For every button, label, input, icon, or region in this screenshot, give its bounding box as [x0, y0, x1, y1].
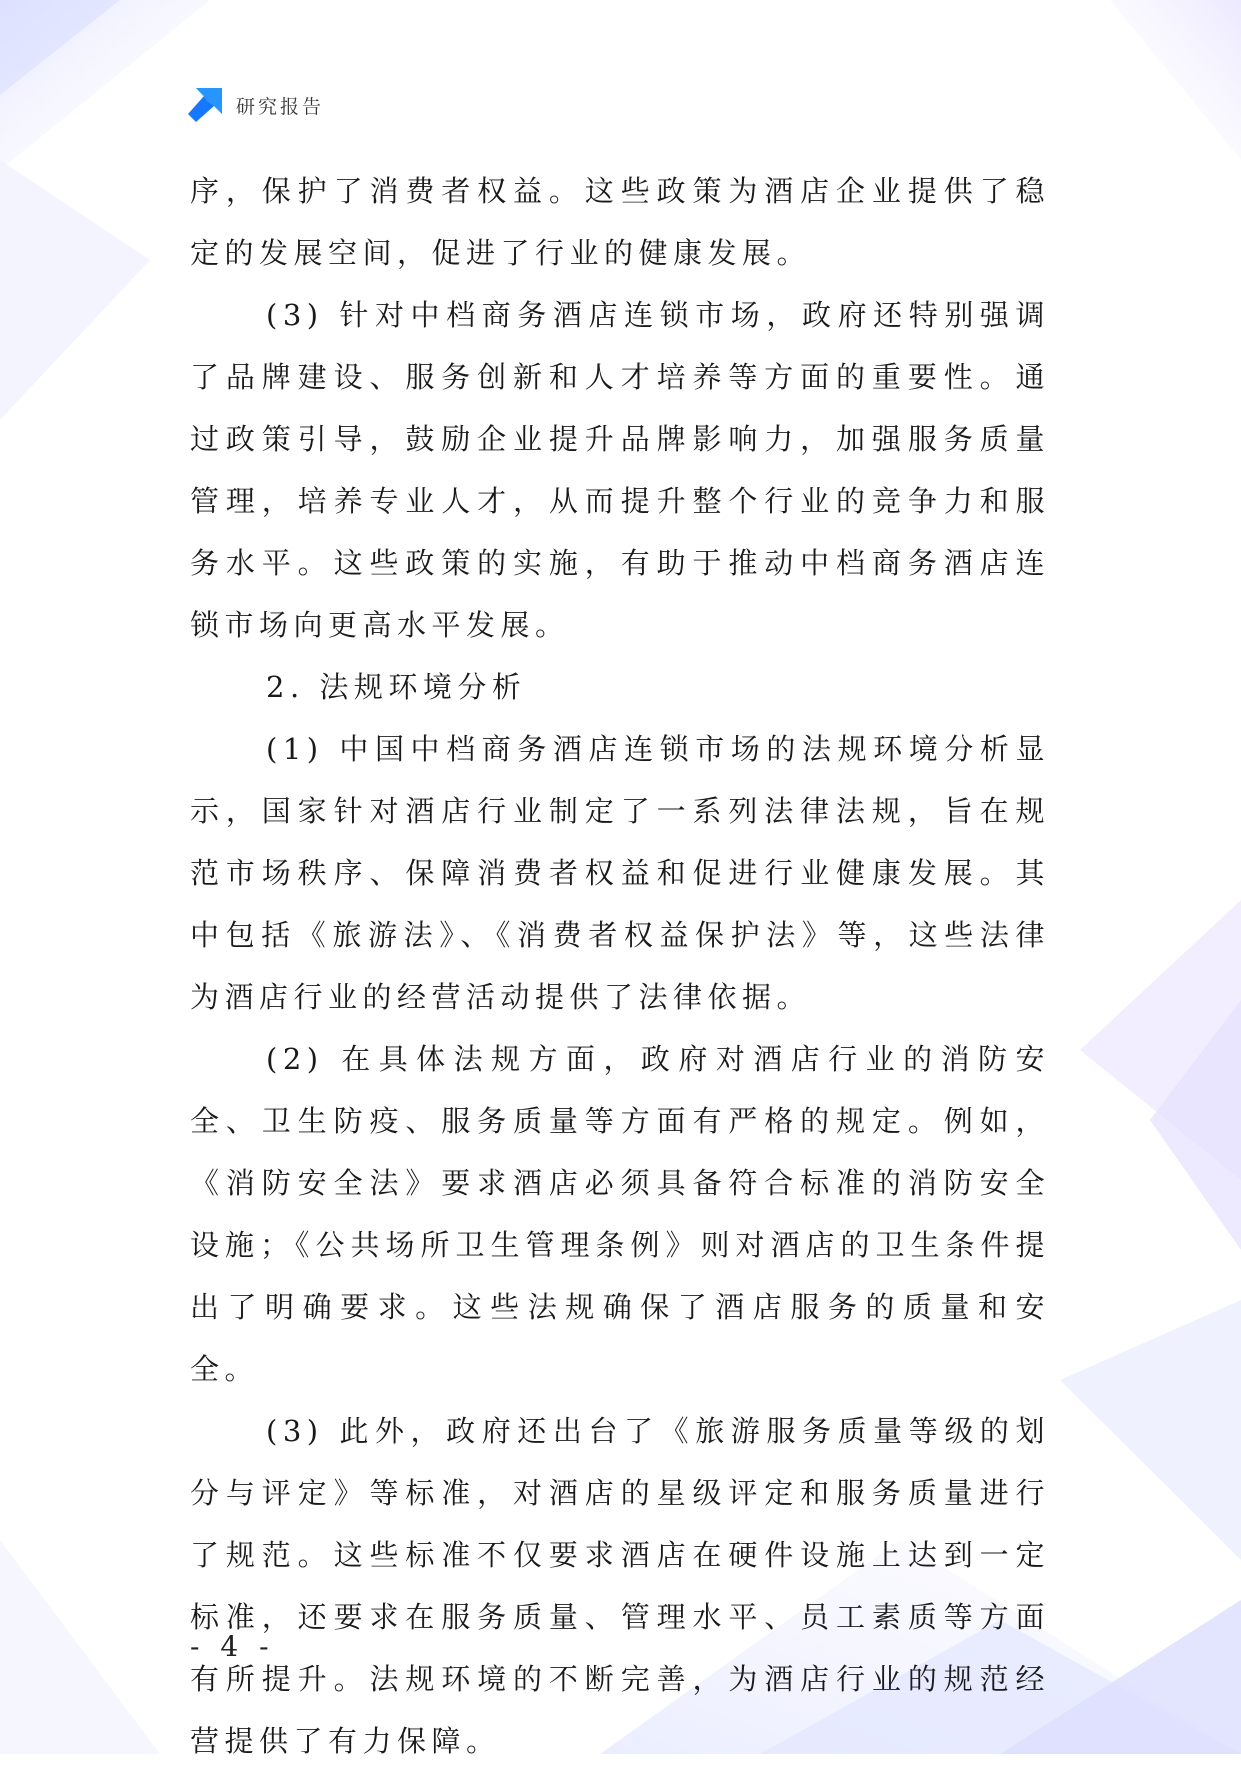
header-title: 研究报告 [236, 95, 325, 118]
paragraph-regulation-1: (1) 中国中档商务酒店连锁市场的法规环境分析显示，国家针对酒店行业制定了一系列法律法规，旨在规范市场秩序、保障消费者权益和促进行业健康发展。其中包括《旅游法》、《消费者权益保护法》等，这些法律为酒店行业的经营活动提供了法律依据。 [190, 732, 1050, 1014]
section-heading-regulatory-environment: 2. 法规环境分析 [266, 670, 527, 704]
paragraph-regulation-2: (2) 在具体法规方面，政府对酒店行业的消防安全、卫生防疫、服务质量等方面有严格的规定。例如，《消防安全法》要求酒店必须具备符合标准的消防安全设施；《公共场所卫生管理条例》则对酒店的卫生条件提出了明确要求。这些法规确保了酒店服务的质量和安全。 [190, 1042, 1050, 1386]
page-number: - 4 - [190, 1630, 275, 1663]
document-body [190, 160, 1050, 1772]
paragraph-policy-3: (3) 针对中档商务酒店连锁市场，政府还特别强调了品牌建设、服务创新和人才培养等方面的重要性。通过政策引导，鼓励企业提升品牌影响力，加强服务质量管理，培养专业人才，从而提升整个行业的竞争力和服务水平。这些政策的实施，有助于推动中档商务酒店连锁市场向更高水平发展。 [190, 298, 1050, 642]
report-header [188, 88, 324, 122]
paragraph-continuation: 序，保护了消费者权益。这些政策为酒店企业提供了稳定的发展空间，促进了行业的健康发展。 [190, 174, 1050, 270]
paragraph-regulation-3: (3) 此外，政府还出台了《旅游服务质量等级的划分与评定》等标准，对酒店的星级评定和服务质量进行了规范。这些标准不仅要求酒店在硬件设施上达到一定标准，还要求在服务质量、管理水平、员工素质等方面有所提升。法规环境的不断完善，为酒店行业的规范经营提供了有力保障。 [190, 1414, 1050, 1758]
arrow-up-right-icon [188, 88, 222, 122]
